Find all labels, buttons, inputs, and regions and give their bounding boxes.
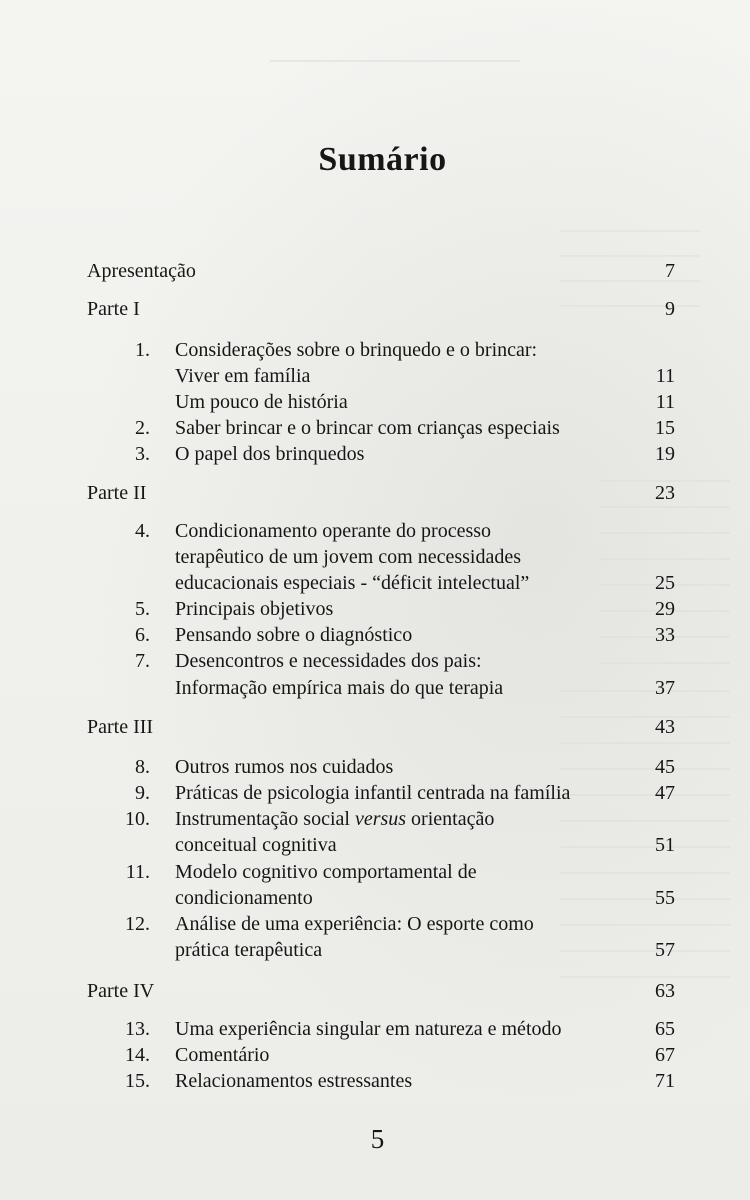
entry-title: [175, 807, 635, 832]
page-number: 11: [655, 365, 675, 387]
part-label: Parte IV: [87, 980, 155, 1002]
entry-number: 9.: [135, 782, 150, 804]
part-label: Apresentação: [87, 260, 196, 282]
entry-title: Condicionamento operante do processo: [175, 520, 492, 542]
entry-number: 5.: [135, 598, 150, 620]
entry-number: 8.: [135, 756, 150, 778]
entry-title-continued: prática terapêutica: [175, 939, 323, 961]
page-number: 29: [655, 598, 675, 620]
entry-title-continued: educacionais especiais - “déficit intelectual”: [175, 572, 530, 594]
page-number: 51: [655, 834, 675, 856]
entry-title: Principais objetivos: [175, 598, 334, 620]
page-number: 23: [655, 482, 675, 504]
entry-title: Análise de uma experiência: O esporte como: [175, 913, 534, 935]
page-number: 71: [655, 1070, 675, 1092]
part-label: Parte III: [87, 716, 154, 738]
entry-number: 11.: [125, 861, 150, 883]
page-number: 15: [655, 417, 675, 439]
page-number: 47: [655, 782, 675, 804]
entry-title-continued: condicionamento: [175, 887, 313, 909]
entry-title: Comentário: [175, 1044, 270, 1066]
page-number: 7: [665, 260, 675, 282]
page-number: 45: [655, 756, 675, 778]
part-label: Parte I: [87, 298, 140, 320]
entry-subtitle: Um pouco de história: [175, 391, 348, 413]
page-number: 25: [655, 572, 675, 594]
entry-number: 7.: [135, 650, 150, 672]
entry-title: Saber brincar e o brincar com crianças especiais: [175, 417, 560, 439]
entry-number: 3.: [135, 443, 150, 465]
page-number: 43: [655, 716, 675, 738]
entry-number: 14.: [125, 1044, 150, 1066]
entry-number: 1.: [135, 339, 150, 361]
entry-title-part: orientação: [406, 808, 495, 830]
page-title: Sumário: [318, 141, 447, 178]
entry-title: Considerações sobre o brinquedo e o brincar:: [175, 339, 538, 361]
entry-subtitle: Viver em família: [175, 365, 311, 387]
entry-title-continued: Informação empírica mais do que terapia: [175, 677, 504, 699]
page-number: 55: [655, 887, 675, 909]
entry-number: 13.: [125, 1018, 150, 1040]
part-label: Parte II: [87, 482, 147, 504]
entry-title-part: Instrumentação social: [175, 808, 355, 830]
page-number: 57: [655, 939, 675, 961]
entry-title-continued: terapêutico de um jovem com necessidades: [175, 546, 521, 568]
page-number: 65: [655, 1018, 675, 1040]
page-number: 37: [655, 677, 675, 699]
entry-title: Relacionamentos estressantes: [175, 1070, 413, 1092]
entry-title: O papel dos brinquedos: [175, 443, 365, 465]
entry-number: 2.: [135, 417, 150, 439]
page-folio: 5: [370, 1124, 385, 1154]
entry-title: Desencontros e necessidades dos pais:: [175, 650, 482, 672]
page-number: 19: [655, 443, 675, 465]
entry-number: 15.: [125, 1070, 150, 1092]
page-number: 11: [655, 391, 675, 413]
entry-title: Práticas de psicologia infantil centrada na família: [175, 782, 571, 804]
entry-title: Uma experiência singular em natureza e método: [175, 1018, 562, 1040]
page-number: 67: [655, 1044, 675, 1066]
entry-title-emphasis: versus: [354, 808, 407, 830]
entry-title: Outros rumos nos cuidados: [175, 756, 394, 778]
entry-number: 12.: [125, 913, 150, 935]
entry-number: 6.: [135, 624, 150, 646]
entry-title: Pensando sobre o diagnóstico: [175, 624, 413, 646]
entry-title-continued: conceitual cognitiva: [175, 834, 337, 856]
entry-number: 4.: [135, 520, 150, 542]
page-number: 33: [655, 624, 675, 646]
entry-number: 10.: [125, 808, 150, 830]
page-number: 63: [655, 980, 675, 1002]
entry-title: Modelo cognitivo comportamental de: [175, 861, 477, 883]
page-number: 9: [665, 298, 675, 320]
